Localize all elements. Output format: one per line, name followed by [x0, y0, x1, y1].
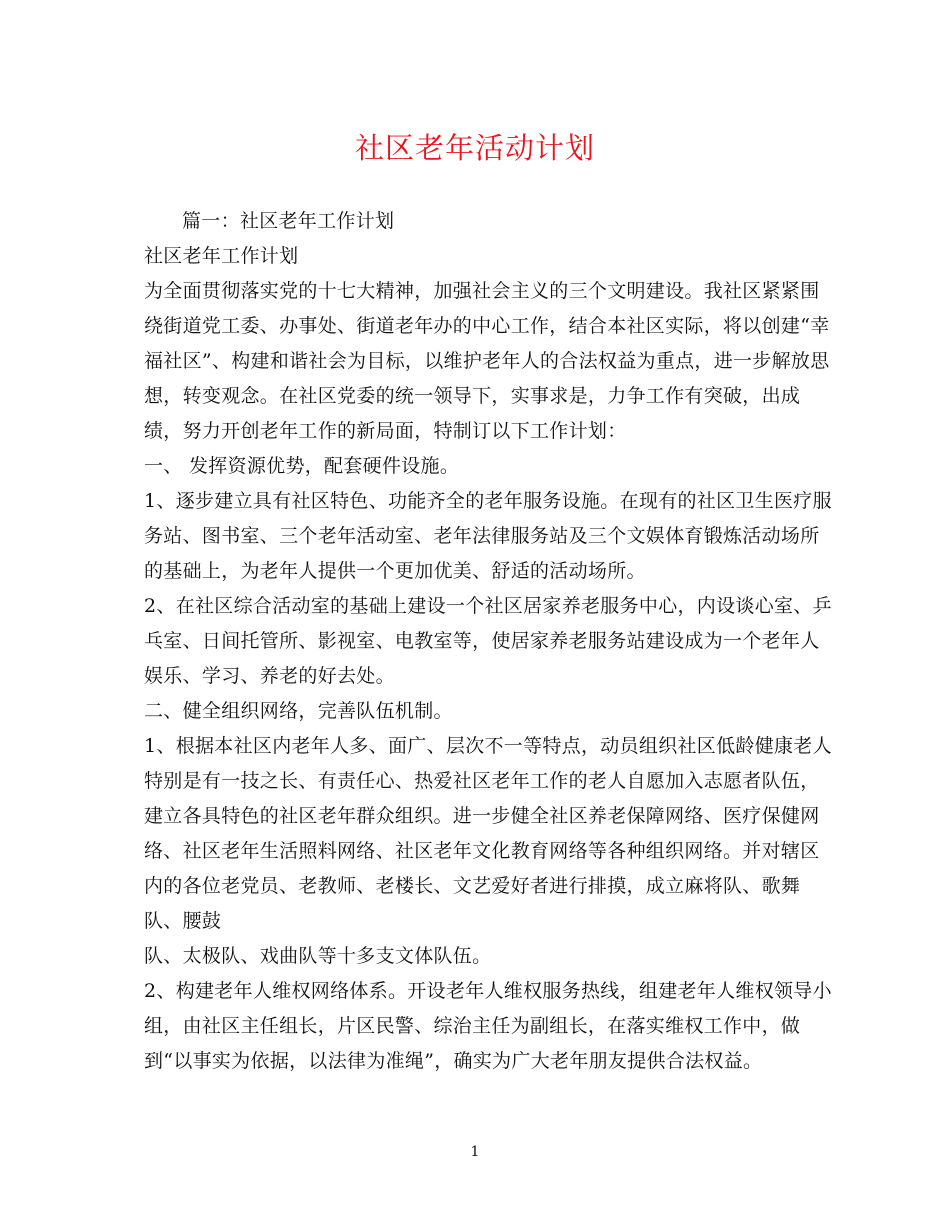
paragraph-line: 组，由社区主任组长，片区民警、综治主任为副组长，在落实维权工作中，做 — [144, 1015, 801, 1037]
paragraph-line: 到“以事实为依据，以法律为准绳”，确实为广大老年朋友提供合法权益。 — [144, 1050, 763, 1072]
paragraph-line: 络、社区老年生活照料网络、社区老年文化教育网络等各种组织网络。并对辖区 — [144, 840, 820, 862]
paragraph-line: 福社区”、构建和谐社会为目标，以维护老年人的合法权益为重点，进一步解放思 — [144, 350, 830, 372]
paragraph-line: 建立各具特色的社区老年群众组织。进一步健全社区养老保障网络、医疗保健网 — [144, 805, 820, 827]
paragraph-line: 1、逐步建立具有社区特色、功能齐全的老年服务设施。在现有的社区卫生医疗服 — [144, 490, 832, 512]
section-heading: 篇一：社区老年工作计划 — [182, 210, 395, 232]
paragraph-line: 绕街道党工委、办事处、街道老年办的中心工作，结合本社区实际，将以创建“幸 — [144, 315, 830, 337]
paragraph-line: 务站、图书室、三个老年活动室、老年法律服务站及三个文娱体育锻炼活动场所 — [144, 525, 820, 547]
subheading: 社区老年工作计划 — [144, 245, 299, 267]
paragraph-line: 2、在社区综合活动室的基础上建设一个社区居家养老服务中心，内设谈心室、乒 — [144, 595, 832, 617]
paragraph-line: 为全面贯彻落实党的十七大精神，加强社会主义的三个文明建设。我社区紧紧围 — [144, 280, 820, 302]
paragraph-line: 乓室、日间托管所、影视室、电教室等，使居家养老服务站建设成为一个老年人 — [144, 630, 820, 652]
paragraph-line: 绩，努力开创老年工作的新局面，特制订以下工作计划： — [144, 420, 627, 442]
list-heading: 二、健全组织网络，完善队伍机制。 — [144, 700, 453, 722]
list-heading: 一、 发挥资源优势，配套硬件设施。 — [144, 455, 460, 477]
paragraph-line: 队、太极队、戏曲队等十多支文体队伍。 — [144, 945, 492, 967]
paragraph-line: 特别是有一技之长、有责任心、热爱社区老年工作的老人自愿加入志愿者队伍， — [144, 770, 820, 792]
page-number: 1 — [470, 1144, 480, 1160]
paragraph-line: 2、构建老年人维权网络体系。开设老年人维权服务热线，组建老年人维权领导小 — [144, 980, 832, 1002]
paragraph-line: 娱乐、学习、养老的好去处。 — [144, 665, 395, 687]
paragraph-line: 1、根据本社区内老年人多、面广、层次不一等特点，动员组织社区低龄健康老人 — [144, 735, 832, 757]
document-title: 社区老年活动计划 — [354, 131, 595, 165]
paragraph-line: 内的各位老党员、老教师、老楼长、文艺爱好者进行排摸，成立麻将队、歌舞 — [144, 875, 801, 897]
paragraph-line: 的基础上，为老年人提供一个更加优美、舒适的活动场所。 — [144, 560, 646, 582]
paragraph-line: 想，转变观念。在社区党委的统一领导下，实事求是，力争工作有突破，出成 — [144, 385, 801, 407]
paragraph-line: 队、腰鼓 — [144, 910, 222, 932]
document-body — [144, 206, 832, 1081]
